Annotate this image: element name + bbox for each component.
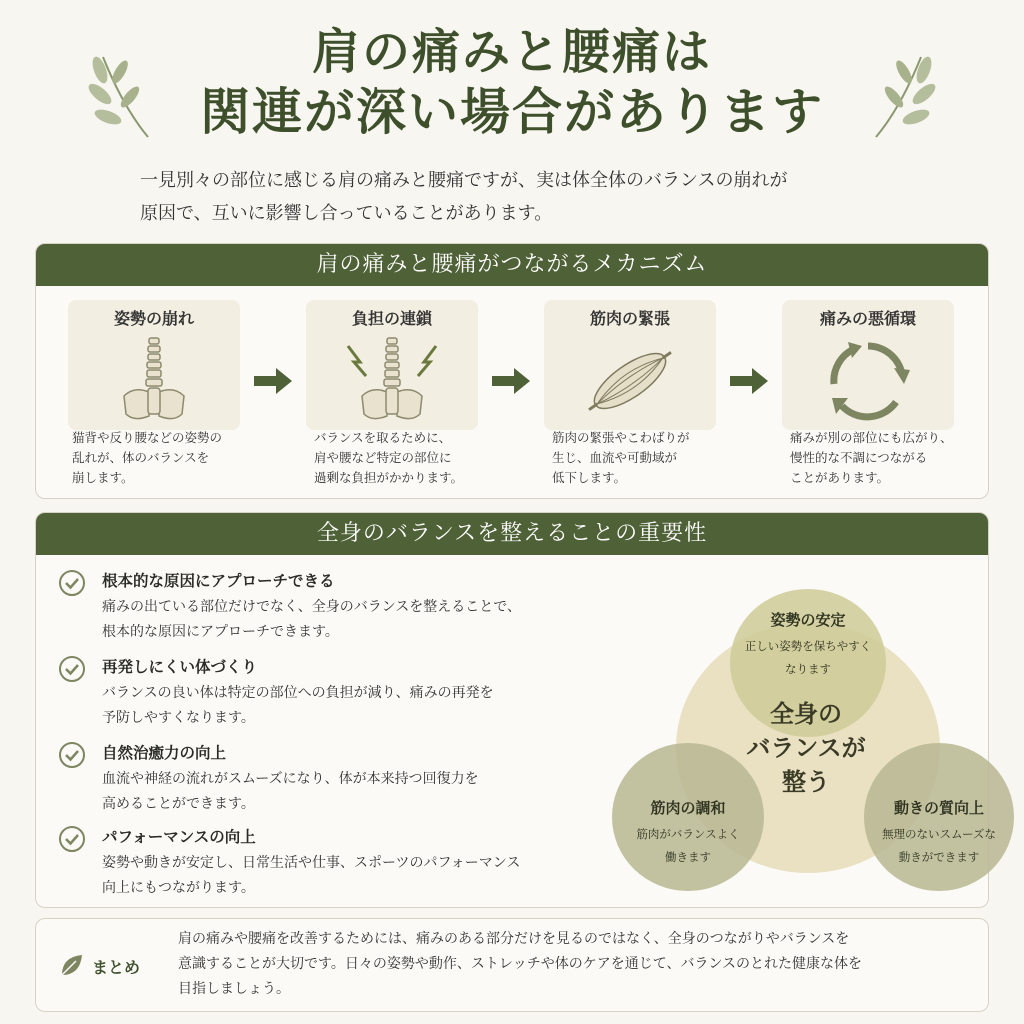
step-card-strain <box>306 300 478 430</box>
step-text-line: 筋肉の緊張やこわばりが <box>552 430 690 445</box>
benefit-title: 再発しにくい体づくり <box>102 658 258 676</box>
page-title <box>0 22 1024 142</box>
balance-venn-diagram <box>576 553 996 903</box>
step-text-line: 過剰な負担がかかります。 <box>314 470 464 485</box>
summary-text <box>178 927 968 1002</box>
venn-right-text <box>864 823 1014 869</box>
benefit-title: 根本的な原因にアプローチできる <box>102 572 335 590</box>
step-description <box>552 428 742 488</box>
step-description <box>314 428 504 488</box>
venn-text-line: 無理のないスムーズな <box>882 827 996 841</box>
venn-left-title: 筋肉の調和 <box>650 799 726 817</box>
check-circle-icon <box>58 825 86 853</box>
benefit-text-line: 痛みの出ている部位だけでなく、全身のバランスを整えることで、 <box>102 599 522 615</box>
summary-panel <box>35 918 989 1012</box>
arrow-right-icon <box>492 368 530 394</box>
spine-icon <box>104 336 204 426</box>
step-text-line: 崩します。 <box>72 470 134 485</box>
benefit-title: 自然治癒力の向上 <box>102 744 227 762</box>
venn-center-line: バランスが <box>746 734 866 762</box>
step-description <box>790 428 980 488</box>
intro-line-2: 原因で、互いに影響し合っていることがあります。 <box>140 203 553 224</box>
benefit-text-line: 根本的な原因にアプローチできます。 <box>102 624 339 640</box>
step-card-posture <box>68 300 240 430</box>
step-text-line: ことがあります。 <box>790 470 890 485</box>
step-description <box>72 428 262 488</box>
check-circle-icon <box>58 655 86 683</box>
venn-left-text <box>612 823 764 869</box>
step-text-line: 生じ、血流や可動域が <box>552 450 678 465</box>
mechanism-panel <box>35 243 989 499</box>
benefit-text-line: 予防しやすくなります。 <box>102 710 255 726</box>
check-circle-icon <box>58 741 86 769</box>
venn-center-line: 全身の <box>770 700 842 728</box>
venn-text-line: なります <box>785 662 831 676</box>
spine-strain-icon <box>342 336 442 426</box>
step-text-line: 低下します。 <box>552 470 627 485</box>
step-text-line: 慢性的な不調につながる <box>790 450 928 465</box>
step-title: 負担の連鎖 <box>351 309 432 328</box>
cycle-icon <box>818 336 918 426</box>
benefit-text <box>102 681 582 731</box>
venn-text-line: 働きます <box>665 850 711 864</box>
benefit-text-line: バランスの良い体は特定の部位への負担が減り、痛みの再発を <box>102 685 494 701</box>
leaf-icon <box>58 951 86 979</box>
step-card-cycle <box>782 300 954 430</box>
step-text-line: 乱れが、体のバランスを <box>72 450 210 465</box>
arrow-right-icon <box>730 368 768 394</box>
venn-center-label <box>706 697 906 799</box>
importance-panel <box>35 512 996 908</box>
venn-text-line: 筋肉がバランスよく <box>636 827 740 841</box>
step-text-line: 痛みが別の部位にも広がり、 <box>790 430 953 445</box>
step-text-line: 肩や腰など特定の部位に <box>314 450 452 465</box>
benefit-text-line: 血流や神経の流れがスムーズになり、体が本来持つ回復力を <box>102 771 479 787</box>
step-title: 痛みの悪循環 <box>819 309 916 328</box>
venn-top-title: 姿勢の安定 <box>770 611 846 629</box>
summary-text-line: 目指しましょう。 <box>178 981 290 997</box>
summary-text-line: 肩の痛みや腰痛を改善するためには、痛みのある部分だけを見るのではなく、全身のつながりやバランスを <box>178 931 850 947</box>
muscle-icon <box>580 336 680 426</box>
summary-text-line: 意識することが大切です。日々の姿勢や動作、ストレッチや体のケアを通じて、バランスのとれた健康な体を <box>178 956 863 972</box>
intro-line-1: 一見別々の部位に感じる肩の痛みと腰痛ですが、実は体全体のバランスの崩れが <box>140 170 788 191</box>
benefit-title: パフォーマンスの向上 <box>102 828 256 846</box>
benefit-text-line: 向上にもつながります。 <box>102 880 255 896</box>
benefit-text <box>102 595 582 645</box>
venn-text-line: 動きができます <box>898 850 980 864</box>
step-text-line: バランスを取るために、 <box>314 430 452 445</box>
step-text-line: 猫背や反り腰などの姿勢の <box>72 430 223 445</box>
step-title: 姿勢の崩れ <box>113 309 194 328</box>
venn-right-title: 動きの質向上 <box>893 799 984 817</box>
mechanism-heading: 肩の痛みと腰痛がつながるメカニズム <box>36 244 988 286</box>
title-line-2: 関連が深い場合があります <box>200 82 824 141</box>
benefit-text <box>102 767 582 817</box>
intro-text <box>140 164 900 230</box>
importance-heading: 全身のバランスを整えることの重要性 <box>36 513 988 555</box>
venn-top-text <box>730 635 886 681</box>
title-line-1: 肩の痛みと腰痛は <box>311 24 712 80</box>
check-circle-icon <box>58 569 86 597</box>
arrow-right-icon <box>254 368 292 394</box>
summary-label: まとめ <box>92 958 141 977</box>
benefit-text-line: 高めることができます。 <box>102 796 255 812</box>
venn-center-line: 整う <box>782 768 830 796</box>
step-title: 筋肉の緊張 <box>589 309 670 328</box>
benefit-text <box>102 851 582 901</box>
venn-text-line: 正しい姿勢を保ちやすく <box>744 639 872 653</box>
benefit-text-line: 姿勢や動きが安定し、日常生活や仕事、スポーツのパフォーマンス <box>102 855 521 871</box>
step-card-muscle <box>544 300 716 430</box>
